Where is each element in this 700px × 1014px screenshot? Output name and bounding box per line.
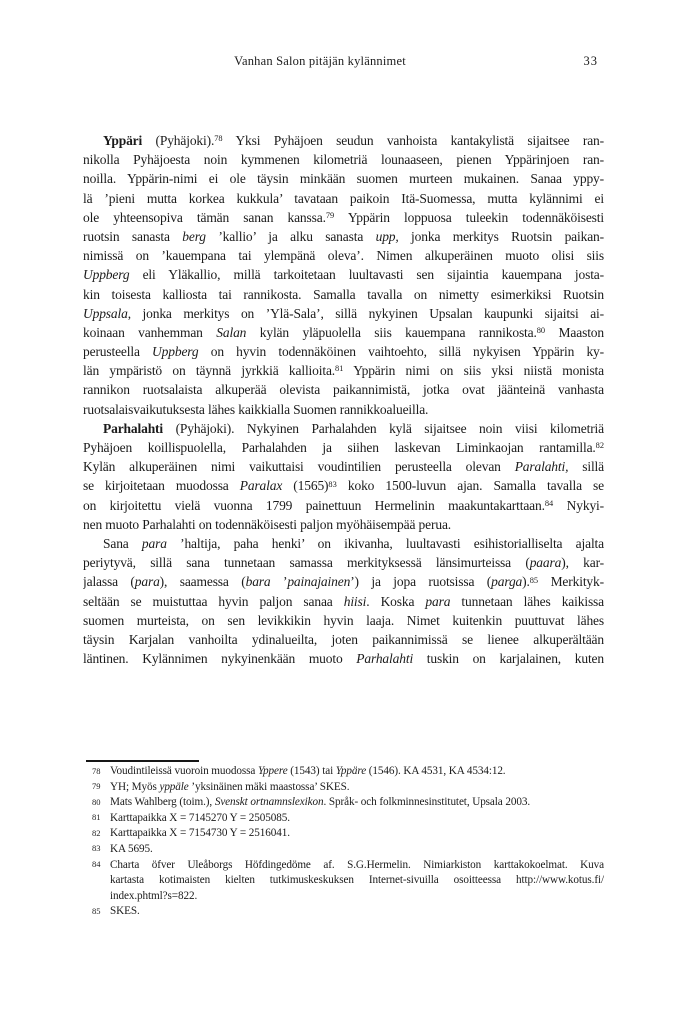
paragraph [83, 419, 604, 534]
footnote-number: 78 [92, 765, 101, 776]
body-line: ole yhteensopiva tämän sanan kanssa.$^{79}$ Yppärin loppuosa tuleekin todennäköisesti [83, 209, 604, 225]
footnote-line: Voudintileissä vuoroin muodossa Yppere (1543) tai Yppäre (1546). KA 4531, KA 4534:12. [110, 765, 506, 777]
paragraph [83, 131, 604, 419]
footnote [83, 795, 604, 811]
footnote-number: 84 [92, 859, 101, 870]
footnote-line: Karttapaikka X = 7145270 Y = 2505085. [110, 811, 290, 824]
body-line: jalassa (para), saamessa (bara ’painajainen’) ja jopa ruotsissa (parga).$^{85}$ Merkityk- [83, 574, 604, 590]
footnote [83, 780, 604, 796]
footnote-line: SKES. [110, 905, 140, 918]
body-line: periytyvä, sillä sana tunnetaan samassa merkityksessä länsimurteissa (paara), kar- [83, 555, 604, 571]
body-line: lä ’pieni mutta korkea kukkula’ tavataan paikoin Itä-Suomessa, mutta kylännimi ei [83, 190, 604, 206]
body-line: kin toisesta kalliosta tai rannikosta. Samalla tavalla on nimetty esimerkiksi Ruotsin [83, 286, 604, 302]
footnote-line: index.phtml?s=822. [110, 889, 198, 902]
footnote [83, 904, 604, 920]
body-line: län ympäristö on täynnä jyrkkiä kallioita.$^{81}$ Yppärin nimi on siis yksi niistä monista [83, 363, 604, 379]
footnote-list [83, 764, 604, 920]
running-head [83, 54, 604, 72]
body-line: Pyhäjoen koillispuolella, Parhalahden ja siihen laskevan Liminkaojan rantamilla.$^{82}$ [83, 440, 604, 455]
body-line: koinaan vanhemman Salan kylän yläpuolella siis kauempana rannikosta.$^{80}$ Maaston [83, 324, 604, 340]
body-text [83, 131, 604, 668]
footnote-number: 85 [92, 905, 101, 916]
footnote [83, 764, 604, 780]
body-line: Sana para ’haltija, paha henki’ on ikivanha, luultavasti esihistorialliselta ajalta [103, 535, 604, 551]
body-line: se kirjoitetaan muodossa Paralax $(1565)^{83}$ koko 1500-luvun ajan. Samalla tavalla se [83, 478, 604, 494]
body-line: seltään se muistuttaa hyvin paljon sanaa hiisi. Koska para tunnetaan lähes kaikissa [83, 593, 604, 609]
footnote-line: Charta öfver Uleåborgs Höfdingedöme af. S.G.Hermelin. Nimiarkiston karttakokoelmat. Kuva [110, 858, 604, 871]
body-line: ruotsin sanasta berg ’kallio’ ja alku sanasta upp, jonka merkitys Ruotsin paikan- [83, 228, 604, 244]
footnote [83, 826, 604, 842]
body-line: on kirjoitettu vielä vuonna 1799 painettuun Hermelinin maakuntakarttaan.$^{84}$ Nykyi- [83, 497, 604, 513]
body-line: ruotsalaisvaikutuksesta lähes kaikkialla Suomen rannikkoalueilla. [83, 401, 429, 417]
body-line: läntinen. Kylännimen nykyinenkään muoto Parhalahti tuskin on karjalainen, kuten [83, 651, 604, 667]
body-line: nimissä on ’kauempana tai ylempänä oleva’. Nimen alkuperäinen muoto olisi siis [83, 248, 604, 264]
body-line: Uppsala, jonka merkitys on ’Ylä-Sala’, sillä nykyinen Upsalan kaupunki sijaitsi ai- [83, 305, 604, 321]
footnote-number: 79 [92, 781, 101, 792]
footnote [83, 842, 604, 858]
footnote-separator [86, 760, 199, 762]
footnote [83, 811, 604, 827]
footnote-line: KA 5695. [110, 842, 153, 855]
body-line: nikolla Pyhäjoesta noin kymmenen kilometriä lounaaseen, pienen Yppärinjoen ran- [83, 152, 604, 168]
body-line: Kylän alkuperäinen nimi vaikuttaisi voudintilien perusteella olevan Paralahti, sillä [83, 459, 604, 475]
running-head-title: Vanhan Salon pitäjän kylännimet [234, 54, 406, 68]
body-line: Uppberg eli Yläkallio, millä tarkoitetaan luultavasti sen sijaintia kauempana josta- [83, 267, 604, 283]
body-line: Parhalahti (Pyhäjoki). Nykyinen Parhalahden kylä sijaitsee noin viisi kilometriä [103, 420, 604, 436]
footnote-line: Mats Wahlberg (toim.), Svenskt ortnamnslexikon. Språk- och folkminnesinstitutet, Upsala 2003. [110, 796, 531, 809]
footnote-line: Karttapaikka X = 7154730 Y = 2516041. [110, 827, 290, 840]
body-line: perusteella Uppberg on hyvin todennäköinen vaihtoehto, sillä nykyisen Yppärin ky- [83, 344, 604, 360]
footnote-line: YH; Myös yppäle ’yksinäinen mäki maastossa’ SKES. [110, 780, 350, 793]
footnote-number: 81 [92, 812, 101, 823]
body-line: suomen murteista, on sen levikkikin hyvin laaja. Nimet kuitenkin puuttuvat lähes [83, 612, 604, 628]
body-line: Yppäri (Pyhäjoki).$^{78}$ Yksi Pyhäjoen seudun vanhoista kantakylistä sijaitsee ran- [103, 133, 604, 148]
body-line: rannikon ruotsalaista alkuperää olevista paikannimistä, jotka ovat jäänteinä vanhasta [83, 382, 604, 398]
footnote [83, 858, 604, 905]
body-line: täysin Karjalan vanhoilta ydinalueilta, joten paikannimissä se lienee alkuperältään [83, 631, 604, 647]
footnote-number: 82 [92, 827, 101, 838]
footnote-number: 83 [92, 843, 101, 854]
body-line: noilla. Yppärin-nimi ei ole täysin minkään suomen murteen mukainen. Sanaa yppy- [83, 171, 604, 187]
footnote-number: 80 [92, 796, 101, 807]
page-number: 33 [583, 54, 598, 68]
body-line: nen muoto Parhalahti on todennäköisesti paljon myöhäisempää perua. [83, 516, 452, 532]
paragraph [83, 534, 604, 668]
footnote-line: kartasta kotimaisten kielten tutkimuskeskuksen Internet-sivuilla osoitteessa http://www.kotus.fi/ [110, 874, 604, 887]
